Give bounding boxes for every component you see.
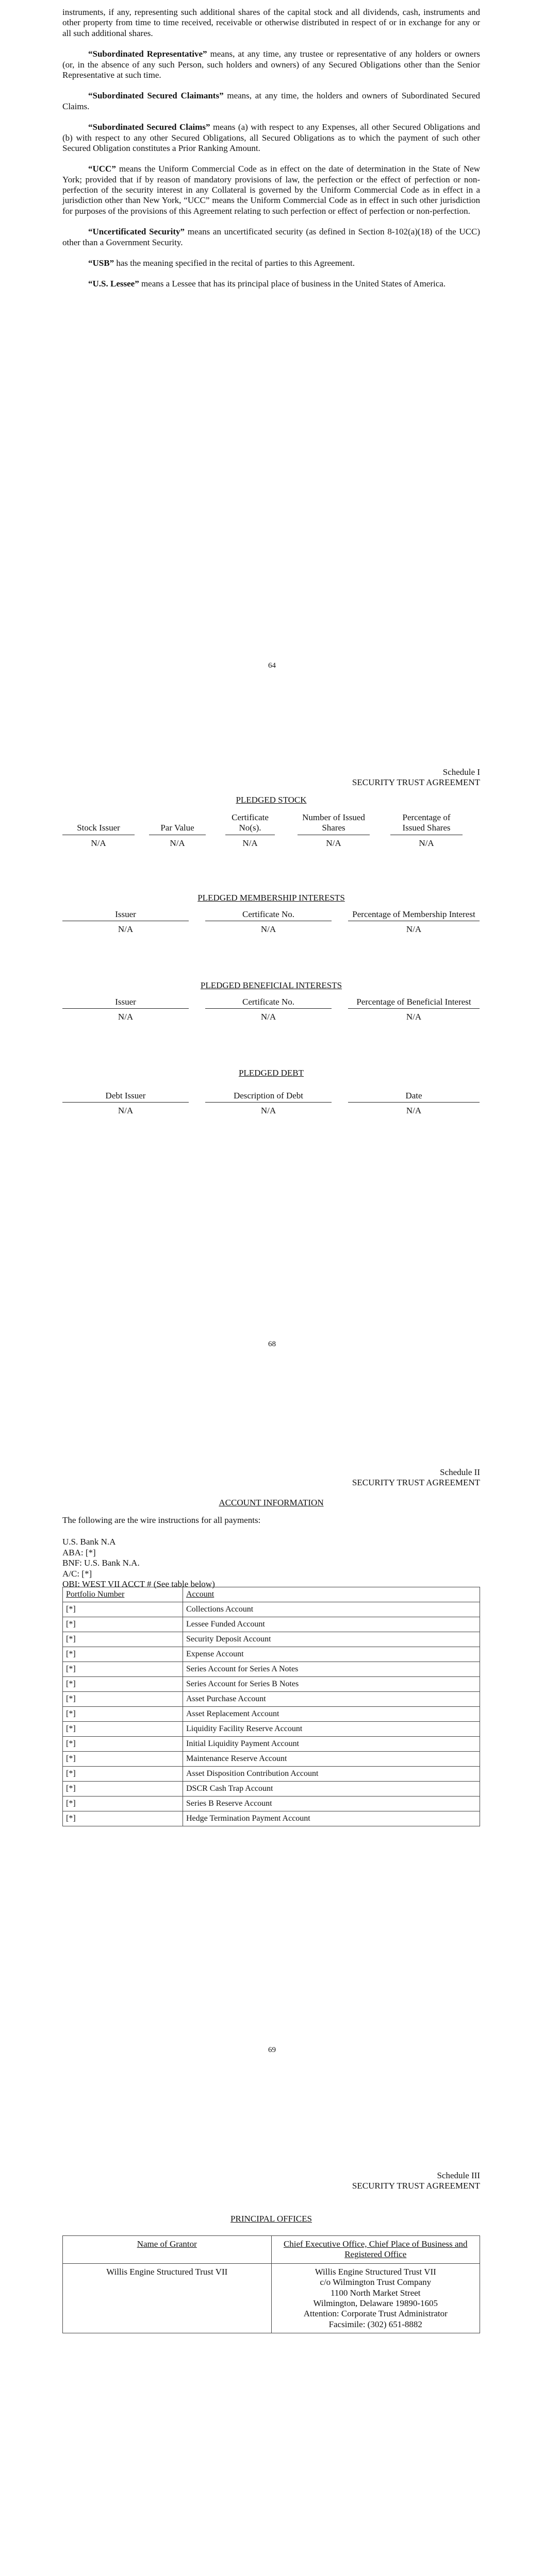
agreement-title: SECURITY TRUST AGREEMENT [352,777,480,787]
page-number: 64 [268,662,276,670]
portfolio-number-cell: [*] [63,1782,183,1797]
definition-term: “Subordinated Secured Claims” [88,122,210,132]
header-stock-issuer: Stock Issuer [62,823,135,835]
office-line-city: Wilmington, Delaware 19890-1605 [313,2298,438,2308]
office-line-facsimile: Facsimile: (302) 651-8882 [328,2319,422,2329]
definition-text: means a Lessee that has its principal place of business in the United States of America. [139,279,446,289]
header-number-issued-shares: Number of Issued Shares [298,812,370,835]
table-row [63,1632,480,1647]
cell-percentage-beneficial: N/A [406,1012,422,1022]
cell-issuer: N/A [118,1012,134,1022]
page-68-schedule-i [0,703,544,1406]
account-name-cell: Liquidity Facility Reserve Account [183,1722,480,1737]
wire-bank: U.S. Bank N.A [62,1537,116,1547]
header-issuer: Issuer [62,997,189,1009]
office-line-name: Willis Engine Structured Trust VII [315,2266,436,2277]
header-name-of-grantor: Name of Grantor [63,2236,272,2264]
cell-stock-issuer: N/A [91,838,106,848]
header-percentage-beneficial: Percentage of Beneficial Interest [348,997,480,1009]
header-percentage-membership: Percentage of Membership Interest [348,909,480,921]
account-name-cell: Series Account for Series B Notes [183,1677,480,1692]
account-name-cell: Initial Liquidity Payment Account [183,1737,480,1752]
pledged-debt-title: PLEDGED DEBT [238,1068,304,1078]
portfolio-number-cell: [*] [63,1722,183,1737]
definition-term: “UCC” [88,164,116,174]
table-row [63,1752,480,1767]
header-issuer: Issuer [62,909,189,921]
schedule-header [352,2171,480,2191]
definition-subordinated-secured-claimants [62,91,480,112]
cell-description-debt: N/A [260,1106,276,1116]
wire-account: A/C: [*] [62,1568,92,1579]
membership-interests-table [62,909,480,935]
cell-certificate-no: N/A [260,1012,276,1022]
header-account: Account [183,1587,480,1602]
portfolio-number-cell: [*] [63,1797,183,1811]
definition-uncertificated-security [62,227,480,248]
header-certificate-nos: Certificate No(s). [225,812,275,835]
portfolio-number-cell: [*] [63,1662,183,1677]
account-name-cell: Maintenance Reserve Account [183,1752,480,1767]
header-description-debt: Description of Debt [205,1091,332,1103]
definition-term: “U.S. Lessee” [88,279,139,289]
definition-term: “Subordinated Secured Claimants” [88,91,224,101]
wire-beneficiary: BNF: U.S. Bank N.A. [62,1558,140,1568]
office-line-care-of: c/o Wilmington Trust Company [320,2277,432,2287]
header-portfolio-number: Portfolio Number [63,1587,183,1602]
wire-intro: The following are the wire instructions for all payments: [62,1515,261,1525]
pledged-stock-title: PLEDGED STOCK [236,795,307,805]
table-row [63,2263,480,2333]
schedule-label: Schedule III [437,2171,480,2180]
page-64 [0,0,544,703]
table-row [63,1707,480,1722]
header-certificate-no: Certificate No. [205,997,332,1009]
portfolio-number-cell: [*] [63,1677,183,1692]
account-table [62,1587,480,1826]
wire-aba: ABA: [*] [62,1547,96,1557]
cell-issuer: N/A [118,924,134,935]
portfolio-number-cell: [*] [63,1632,183,1647]
cell-certificate-no: N/A [260,924,276,935]
agreement-title: SECURITY TRUST AGREEMENT [352,1477,480,1487]
cell-number-issued-shares: N/A [326,838,341,848]
principal-offices-table [62,2235,480,2333]
table-row [63,1797,480,1811]
schedule-header [352,767,480,787]
definition-text: has the meaning specified in the recital of parties to this Agreement. [114,258,355,268]
account-name-cell: Asset Disposition Contribution Account [183,1767,480,1782]
grantor-name: Willis Engine Structured Trust VII [63,2263,272,2333]
table-row [63,1677,480,1692]
pledged-debt-table [62,1091,480,1116]
page-number: 69 [268,2046,276,2054]
account-name-cell: Series Account for Series A Notes [183,1662,480,1677]
definition-text: means an uncertificated security (as defined in Section 8-102(a)(18) of the UCC) other than a Government Security. [62,227,480,247]
definition-term: “Uncertificated Security” [88,227,185,237]
portfolio-number-cell: [*] [63,1602,183,1617]
portfolio-number-cell: [*] [63,1811,183,1826]
portfolio-number-cell: [*] [63,1647,183,1662]
header-debt-issuer: Debt Issuer [62,1091,189,1103]
header-date: Date [348,1091,480,1103]
account-name-cell: Asset Replacement Account [183,1707,480,1722]
table-row [63,1722,480,1737]
office-line-street: 1100 North Market Street [330,2287,421,2298]
wire-obi: OBI: WEST VII ACCT # (See table below) [62,1579,215,1589]
page-71-schedule-iii [0,2110,544,2576]
account-name-cell: Security Deposit Account [183,1632,480,1647]
table-row [63,1737,480,1752]
definition-subordinated-secured-claims [62,122,480,154]
pledged-stock-table [62,812,480,849]
schedule-label: Schedule I [442,767,480,777]
header-percentage-issued-shares: Percentage of Issued Shares [390,812,463,835]
table-row [63,1602,480,1617]
table-row [63,1692,480,1707]
portfolio-number-cell: [*] [63,1707,183,1722]
table-row [63,1767,480,1782]
office-address [271,2263,480,2333]
account-name-cell: Lessee Funded Account [183,1617,480,1632]
beneficial-interests-table [62,997,480,1023]
cell-percentage-membership: N/A [406,924,422,935]
table-header-row [63,2236,480,2264]
table-row [63,1647,480,1662]
schedule-label: Schedule II [440,1467,480,1477]
cell-percentage-issued-shares: N/A [419,838,434,848]
schedule-header [352,1467,480,1487]
office-line-attention: Attention: Corporate Trust Administrator [303,2309,448,2319]
table-row [63,1617,480,1632]
account-name-cell: Asset Purchase Account [183,1692,480,1707]
portfolio-number-cell: [*] [63,1767,183,1782]
account-name-cell: DSCR Cash Trap Account [183,1782,480,1797]
account-name-cell: Collections Account [183,1602,480,1617]
definition-ucc [62,164,480,216]
definition-text: means (a) with respect to any Expenses, all other Secured Obligations and (b) with respect to any other Secured Obligations, all Secured Obligations as to which the payment of such other Secured Obligation constitutes a Prior Ranking Amount. [62,122,480,153]
table-header-row [63,1587,480,1602]
opening-paragraph: instruments, if any, representing such additional shares of the capital stock and all dividends, cash, instruments and other property from time to time received, receivable or otherwise distributed in respect of or in exchange for any or all such additional shares. [62,7,480,38]
definition-text: means the Uniform Commercial Code as in effect on the date of determination in the State of New York; provided that if by reason of mandatory provisions of law, the perfection or the effect of perfection or non-perfection of the security interest in any Collateral is governed by the Uniform Commercial Code as in effect in a jurisdiction other than New York, “UCC” means the Uniform Commercial Code as in effect in such other jurisdiction for purposes of the provisions of this Agreement relating to such perfection or effect of perfection or non-perfection. [62,164,480,216]
account-information-title: ACCOUNT INFORMATION [219,1498,324,1507]
cell-date: N/A [406,1106,422,1116]
wire-instructions [62,1515,480,1589]
page-number: 68 [268,1340,276,1348]
cell-debt-issuer: N/A [118,1106,134,1116]
table-row [63,1811,480,1826]
definition-term: “USB” [88,258,114,268]
header-certificate-no: Certificate No. [205,909,332,921]
header-par-value: Par Value [149,823,206,835]
definition-text: means, at any time, any trustee or representative of any holders or owners (or, in the absence of any such Person, such holders and owners) of any Secured Obligations other than the Senior Representative at such time. [62,49,480,80]
principal-offices-title: PRINCIPAL OFFICES [230,2214,312,2224]
definition-us-lessee [62,279,480,289]
page-69-schedule-ii [0,1406,544,2110]
agreement-title: SECURITY TRUST AGREEMENT [352,2180,480,2191]
portfolio-number-cell: [*] [63,1692,183,1707]
portfolio-number-cell: [*] [63,1617,183,1632]
membership-interests-title: PLEDGED MEMBERSHIP INTERESTS [197,893,345,903]
beneficial-interests-title: PLEDGED BENEFICIAL INTERESTS [200,980,342,990]
table-row [63,1662,480,1677]
account-name-cell: Expense Account [183,1647,480,1662]
account-name-cell: Hedge Termination Payment Account [183,1811,480,1826]
cell-certificate-nos: N/A [242,838,258,848]
definition-term: “Subordinated Representative” [88,49,207,59]
header-chief-executive-office: Chief Executive Office, Chief Place of Business and Registered Office [271,2236,480,2264]
definition-text: means, at any time, the holders and owners of Subordinated Secured Claims. [62,91,480,111]
definition-usb [62,258,480,268]
portfolio-number-cell: [*] [63,1752,183,1767]
definitions-section [62,7,480,300]
definition-subordinated-representative [62,49,480,80]
table-row [63,1782,480,1797]
account-name-cell: Series B Reserve Account [183,1797,480,1811]
cell-par-value: N/A [170,838,185,848]
portfolio-number-cell: [*] [63,1737,183,1752]
